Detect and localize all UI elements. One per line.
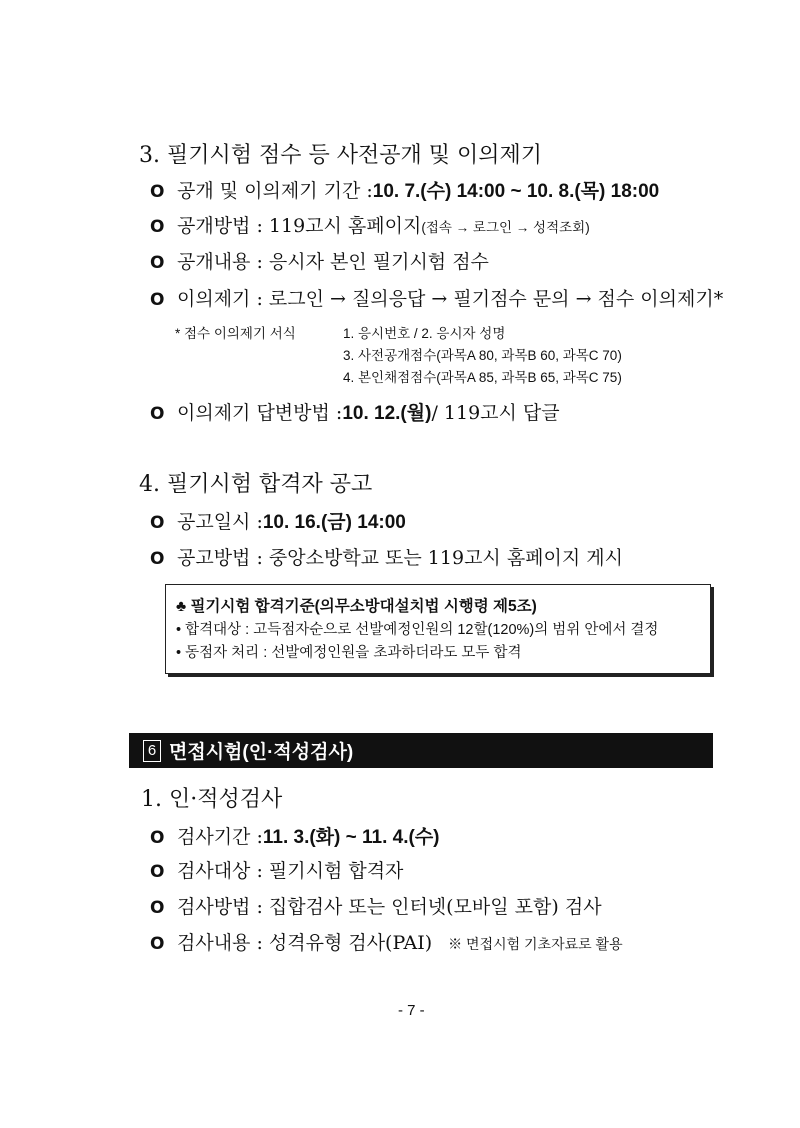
item-label: 검사내용 : 성격유형 검사(PAI) xyxy=(177,932,433,954)
item-value: 10. 7.(수) 14:00 ~ 10. 8.(목) 18:00 xyxy=(372,181,660,202)
item-label: 이의제기 답변방법 : xyxy=(177,402,343,424)
item-label: 공고방법 : 중앙소방학교 또는 119고시 홈페이지 게시 xyxy=(177,547,623,569)
list-item xyxy=(150,928,623,955)
bullet-icon: O xyxy=(150,513,165,533)
list-item xyxy=(150,247,489,274)
bullet-icon: O xyxy=(150,862,165,882)
page-number: - 7 - xyxy=(398,1002,425,1019)
section-6-header-bar xyxy=(129,733,713,768)
list-item xyxy=(150,176,659,203)
list-item xyxy=(150,284,723,311)
form-note-line: 4. 본인채점점수(과목A 85, 과목B 65, 과목C 75) xyxy=(343,370,622,385)
bullet-icon: O xyxy=(150,182,165,202)
section-number-badge: 6 xyxy=(143,740,161,762)
item-label: 공개내용 : 응시자 본인 필기시험 점수 xyxy=(177,251,489,273)
item-value: 11. 3.(화) ~ 11. 4.(수) xyxy=(262,827,440,848)
bullet-icon: O xyxy=(150,404,165,424)
bullet-icon: O xyxy=(150,828,165,848)
box-row: • 합격대상 : 고득점자순으로 선발예정인원의 12할(120%)의 범위 안에서 결정 xyxy=(176,622,659,638)
list-item xyxy=(150,507,406,534)
section-3-heading: 3. 필기시험 점수 등 사전공개 및 이의제기 xyxy=(139,143,542,168)
section-4-heading: 4. 필기시험 합격자 공고 xyxy=(139,472,373,497)
bullet-icon: O xyxy=(150,290,165,310)
sub-heading: 1. 인·적성검사 xyxy=(141,787,283,812)
list-item xyxy=(150,822,440,849)
box-row: • 동점자 처리 : 선발예정인원을 초과하더라도 모두 합격 xyxy=(176,645,522,661)
bullet-icon: O xyxy=(150,898,165,918)
bullet-icon: O xyxy=(150,217,165,237)
item-value: 10. 12.(월) xyxy=(342,403,432,424)
form-note-label: * 점수 이의제기 서식 xyxy=(175,326,296,341)
item-label: 검사대상 : 필기시험 합격자 xyxy=(177,860,404,882)
item-label: 이의제기 : 로그인 → 질의응답 → 필기점수 문의 → 점수 이의제기* xyxy=(177,288,724,310)
list-item xyxy=(150,398,560,425)
item-label: 공고일시 : xyxy=(177,511,263,533)
item-label: 공개 및 이의제기 기간 : xyxy=(177,180,373,202)
item-label: 공개방법 : 119고시 홈페이지 xyxy=(177,215,422,237)
list-item xyxy=(150,892,602,919)
bullet-icon: O xyxy=(150,253,165,273)
item-label: 검사방법 : 집합검사 또는 인터넷(모바일 포함) 검사 xyxy=(177,896,602,918)
pass-criteria-box xyxy=(165,584,711,674)
item-label: 검사기간 : xyxy=(177,826,263,848)
list-item xyxy=(150,211,590,238)
bullet-icon: O xyxy=(150,934,165,954)
item-value: 10. 16.(금) 14:00 xyxy=(262,512,406,533)
item-rest: / 119고시 답글 xyxy=(431,402,560,424)
item-note: ※ 면접시험 기초자료로 활용 xyxy=(448,936,623,952)
bullet-icon: O xyxy=(150,549,165,569)
list-item xyxy=(150,543,623,570)
list-item xyxy=(150,856,403,883)
form-note-line: 3. 사전공개점수(과목A 80, 과목B 60, 과목C 70) xyxy=(343,348,622,363)
item-note: (접속 → 로그인 → 성적조회) xyxy=(421,220,590,235)
section-6-title: 면접시험(인·적성검사) xyxy=(169,742,354,763)
form-note-line: 1. 응시번호 / 2. 응시자 성명 xyxy=(343,326,506,341)
box-title: ♣ 필기시험 합격기준(의무소방대설치법 시행령 제5조) xyxy=(176,598,537,615)
